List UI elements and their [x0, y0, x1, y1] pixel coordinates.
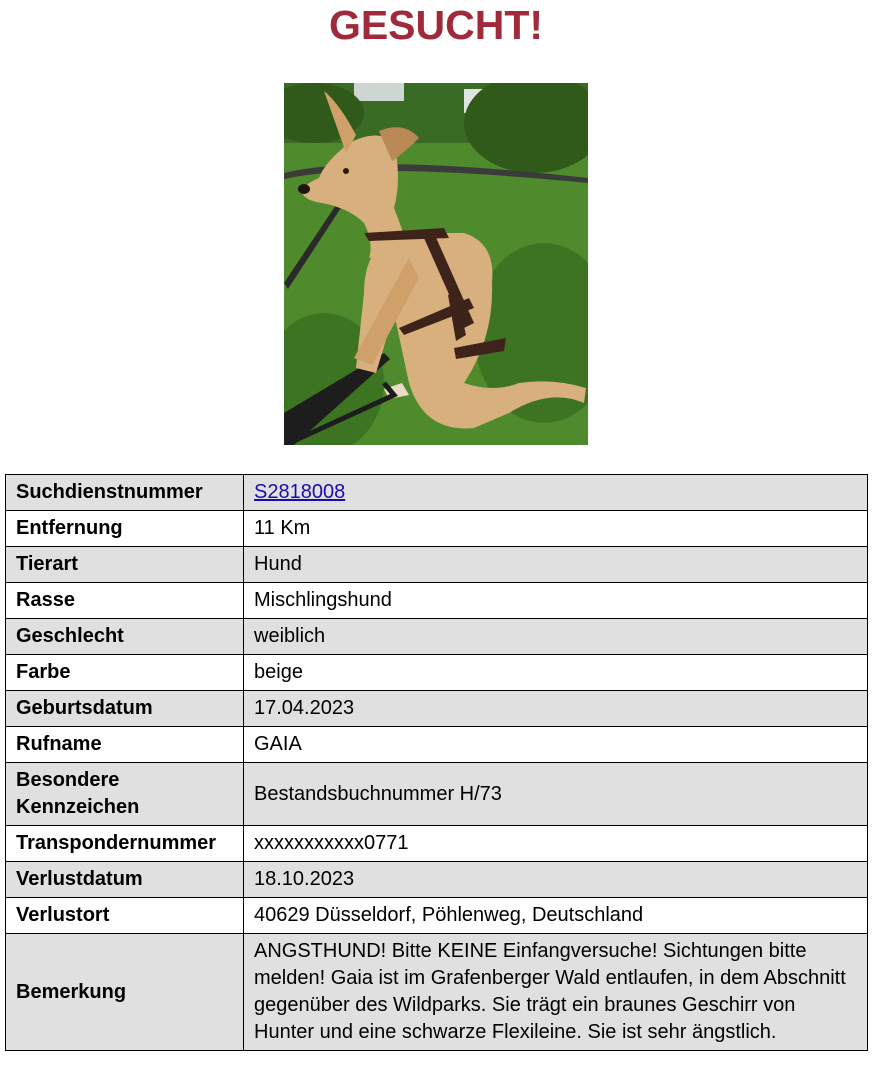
- row-label: Transpondernummer: [6, 826, 244, 862]
- row-value: xxxxxxxxxxx0771: [244, 826, 868, 862]
- row-value: 18.10.2023: [244, 862, 868, 898]
- table-row: [6, 934, 868, 1051]
- table-row: [6, 826, 868, 862]
- row-value: beige: [244, 655, 868, 691]
- row-label: Suchdienstnummer: [6, 475, 244, 511]
- row-label: Verlustdatum: [6, 862, 244, 898]
- row-label: Rasse: [6, 583, 244, 619]
- row-value: 40629 Düsseldorf, Pöhlenweg, Deutschland: [244, 898, 868, 934]
- dog-photo: [284, 83, 588, 445]
- row-value: 17.04.2023: [244, 691, 868, 727]
- row-value: Hund: [244, 547, 868, 583]
- row-label: Besondere Kennzeichen: [6, 763, 244, 826]
- table-row: [6, 583, 868, 619]
- table-row: [6, 691, 868, 727]
- table-row: [6, 655, 868, 691]
- table-row: [6, 862, 868, 898]
- row-value: [244, 475, 868, 511]
- row-label: Tierart: [6, 547, 244, 583]
- table-row: [6, 547, 868, 583]
- table-row: [6, 898, 868, 934]
- row-label: Rufname: [6, 727, 244, 763]
- row-value: Mischlingshund: [244, 583, 868, 619]
- search-number-link[interactable]: S2818008: [254, 481, 346, 503]
- row-value: 11 Km: [244, 511, 868, 547]
- pet-details-table: [5, 474, 868, 1051]
- row-value: Bestandsbuchnummer H/73: [244, 763, 868, 826]
- row-value: GAIA: [244, 727, 868, 763]
- row-label: Geburtsdatum: [6, 691, 244, 727]
- row-label: Geschlecht: [6, 619, 244, 655]
- row-value: ANGSTHUND! Bitte KEINE Einfangversuche! Sichtungen bitte melden! Gaia ist im Grafenberger Wald entlaufen, in dem Abschnitt gegenüber des Wildparks. Sie trägt ein braunes Geschirr von Hunter und eine schwarze Flexileine. Sie ist sehr ängstlich.: [244, 934, 868, 1051]
- row-label: Verlustort: [6, 898, 244, 934]
- table-row: [6, 475, 868, 511]
- row-label: Entfernung: [6, 511, 244, 547]
- table-row: [6, 727, 868, 763]
- table-row: [6, 619, 868, 655]
- page-title: GESUCHT!: [328, 2, 544, 48]
- row-value: weiblich: [244, 619, 868, 655]
- table-row: [6, 511, 868, 547]
- table-row: [6, 763, 868, 826]
- row-label: Farbe: [6, 655, 244, 691]
- row-label: Bemerkung: [6, 934, 244, 1051]
